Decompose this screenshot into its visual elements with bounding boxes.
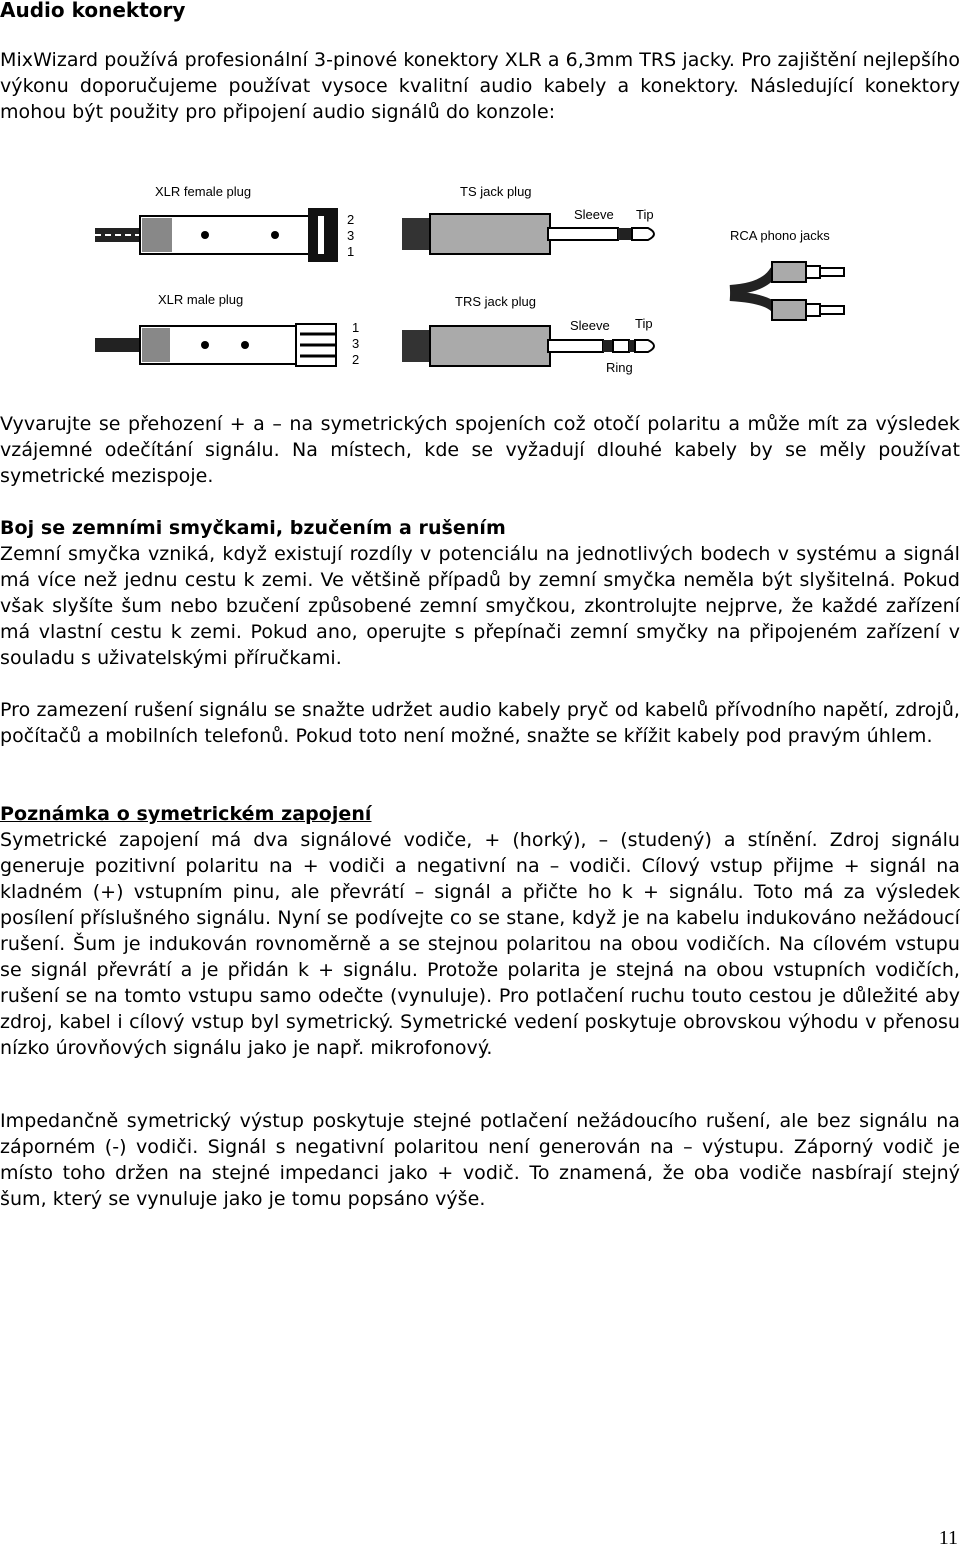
rca-label: RCA phono jacks (730, 228, 830, 243)
rca-phono-jacks-illustration (730, 262, 844, 320)
balanced-heading: Poznámka o symetrickém zapojení (0, 803, 372, 825)
ts-tip-label: Tip (636, 207, 654, 222)
ts-jack-plug-illustration (402, 214, 654, 254)
connector-diagram (0, 178, 960, 378)
trs-sleeve-label: Sleeve (570, 318, 610, 333)
xlr-male-label: XLR male plug (158, 292, 244, 307)
xlr-female-plug-illustration (95, 208, 338, 262)
balanced-section (0, 801, 960, 1061)
xlr-male-pin-3: 3 (352, 336, 360, 351)
impedance-paragraph: Impedančně symetrický výstup poskytuje stejné potlačení nežádoucího rušení, ale bez signálu na záporném (-) vodiči. Signál s negativní polaritou není generován na – výstupu. Záporný vodič je místo toho držen na stejné impedanci jako + vodič. To znamená, že oba vodiče nasbírají stejný šum, který se vynuluje jako je tomu popsáno výše. (0, 1110, 960, 1210)
xlr-male-plug-illustration (95, 324, 336, 366)
ts-jack-label: TS jack plug (460, 184, 532, 199)
xlr-female-pin-3: 3 (347, 228, 355, 243)
xlr-male-pin-2: 2 (352, 352, 360, 367)
ground-loop-section (0, 515, 960, 671)
xlr-female-pin-2: 2 (347, 212, 355, 227)
page-number: 11 (938, 1527, 958, 1549)
trs-ring-label: Ring (606, 360, 633, 375)
intro-paragraph: MixWizard používá profesionální 3-pinové konektory XLR a 6,3mm TRS jacky. Pro zajištění nejlepšího výkonu doporučujeme používat vysoce kvalitní audio kabely a konektory. Následující konektory mohou být použity pro připojení audio signálů do konzole: (0, 49, 960, 123)
trs-tip-label: Tip (635, 316, 653, 331)
xlr-female-label: XLR female plug (155, 184, 252, 199)
interference-paragraph: Pro zamezení rušení signálu se snažte udržet audio kabely pryč od kabelů přívodního napětí, zdrojů, počítačů a mobilních telefonů. Pokud toto není možné, snažte se křížit kabely pod pravým úhlem. (0, 699, 960, 747)
ground-loop-text: Zemní smyčka vzniká, když existují rozdíly v potenciálu na jednotlivých bodech v systému a signál má více než jednu cestu k zemi. Ve většině případů by zemní smyčka neměla být slyšitelná. Pokud však slyšíte šum nebo bzučení způsobené zemní smyčkou, zkontrolujte nejprve, že každé zařízení má vlastní cestu k zemi. Pokud ano, operujte s přepínači zemní smyčky na připojeném zařízení v souladu s uživatelskými příručkami. (0, 543, 960, 669)
page-heading: Audio konektory (0, 0, 186, 22)
xlr-male-pin-1: 1 (352, 320, 360, 335)
trs-jack-label: TRS jack plug (455, 294, 536, 309)
balanced-text: Symetrické zapojení má dva signálové vodiče, + (horký), – (studený) a stínění. Zdroj signálu generuje pozitivní polaritu na + vodiči a negativní na – vodiči. Cílový vstup přijme + signál na kladném (+) vstupním pinu, ale převrátí – signál a přičte ho k + signálu. Toto má za výsledek posílení příslušného signálu. Nyní se podívejte co se stane, když je na kabelu indukováno nežádoucí rušení. Šum je indukován rovnoměrně a se stejnou polaritou na obou vodičích. Na cílovém vstupu se signál převrátí a je přidán k + signálu. Protože polarita je stejná na obou vstupních vodičích, rušení se na tomto vstupu samo odečte (vynuluje). Pro potlačení ruchu touto cestou je důležité aby zdroj, kabel i cílový vstup byl symetrický. Symetrické vedení poskytuje obrovskou výhodu v přenosu nízko úrovňových signálu jako je např. mikrofonový. (0, 829, 960, 1059)
xlr-female-pin-1: 1 (347, 244, 355, 259)
polarity-paragraph: Vyvarujte se přehození + a – na symetrických spojeních což otočí polaritu a může mít za výsledek vzájemné odečítání signálu. Na místech, kde se vyžadují dlouhé kabely by se měly používat symetrické mezispoje. (0, 413, 960, 487)
ground-loop-heading: Boj se zemními smyčkami, bzučením a rušením (0, 517, 506, 539)
ts-sleeve-label: Sleeve (574, 207, 614, 222)
